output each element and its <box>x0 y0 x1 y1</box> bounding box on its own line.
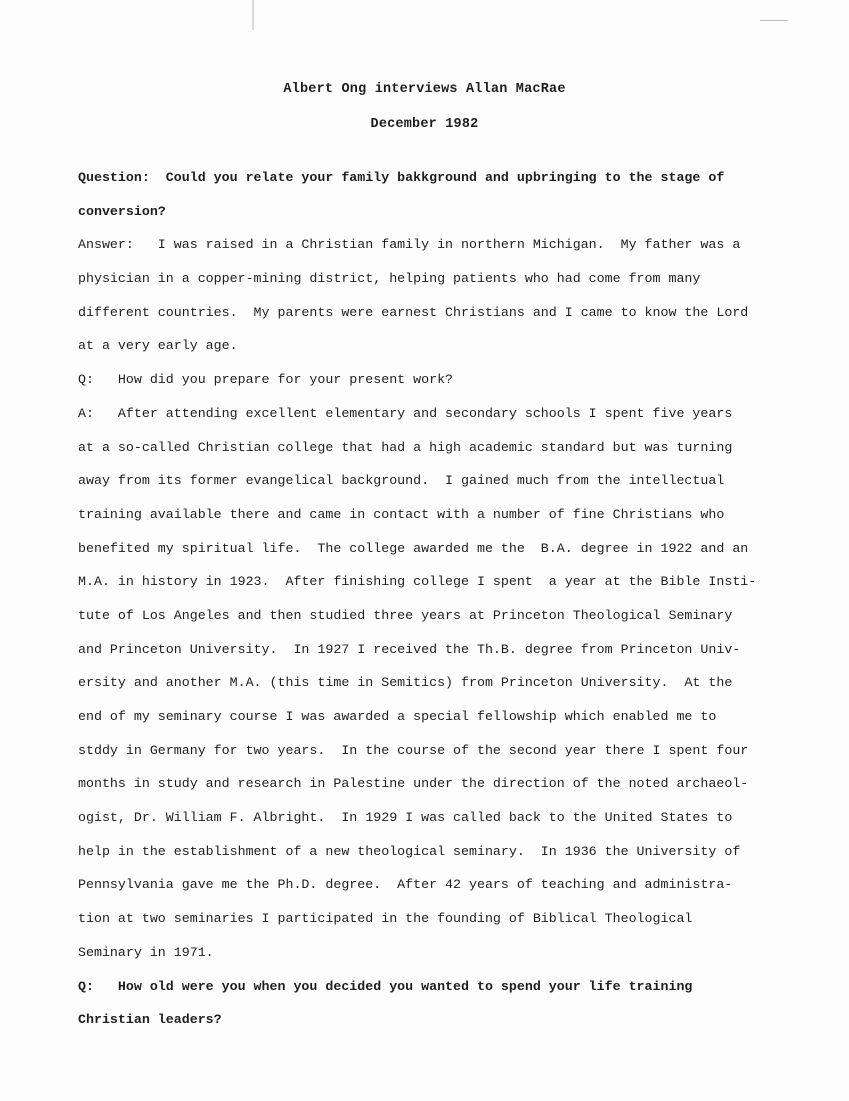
text-line: Q: How did you prepare for your present work? <box>78 372 454 388</box>
text-line: tute of Los Angeles and then studied three years at Princeton Theological Seminary <box>78 607 733 623</box>
text-line: at a very early age. <box>78 338 238 354</box>
document-date: December 1982 <box>370 117 479 132</box>
document-title: Albert Ong interviews Allan MacRae <box>283 82 566 97</box>
text-line: help in the establishment of a new theological seminary. In 1936 the University of <box>78 843 741 859</box>
text-line: different countries. My parents were earnest Christians and I came to know the Lord <box>78 304 749 320</box>
scan-artifact <box>760 20 788 21</box>
text-line: stddy in Germany for two years. In the course of the second year there I spent four <box>78 742 749 758</box>
text-line: M.A. in history in 1923. After finishing college I spent a year at the Bible Insti- <box>78 574 757 590</box>
text-line: Pennsylvania gave me the Ph.D. degree. After 42 years of teaching and administra- <box>78 877 733 893</box>
text-line: Christian leaders? <box>78 1012 222 1028</box>
text-line: and Princeton University. In 1927 I received the Th.B. degree from Princeton Univ- <box>78 641 741 657</box>
text-line: away from its former evangelical background. I gained much from the intellectual <box>78 473 725 489</box>
scan-artifact <box>252 0 264 30</box>
text-line: benefited my spiritual life. The college awarded me the B.A. degree in 1922 and an <box>78 540 749 556</box>
text-line: ogist, Dr. William F. Albright. In 1929 I was called back to the United States to <box>78 810 733 826</box>
text-line: at a so-called Christian college that had a high academic standard but was turning <box>78 439 733 455</box>
text-line: training available there and came in contact with a number of fine Christians who <box>78 506 725 522</box>
text-line: tion at two seminaries I participated in the founding of Biblical Theological <box>78 911 693 927</box>
text-line: conversion? <box>78 203 166 219</box>
text-line: Seminary in 1971. <box>78 944 214 960</box>
text-line: Answer: I was raised in a Christian family in northern Michigan. My father was a <box>78 237 741 253</box>
text-line: Q: How old were you when you decided you wanted to spend your life training <box>78 978 693 994</box>
text-line: A: After attending excellent elementary and secondary schools I spent five years <box>78 405 733 421</box>
text-line: months in study and research in Palestine under the direction of the noted archaeol- <box>78 776 749 792</box>
text-line: Question: Could you relate your family bakkground and upbringing to the stage of <box>78 170 725 185</box>
text-line: ersity and another M.A. (this time in Semitics) from Princeton University. At the <box>78 675 733 691</box>
text-line: physician in a copper-mining district, helping patients who had come from many <box>78 271 701 287</box>
text-line: end of my seminary course I was awarded a special fellowship which enabled me to <box>78 709 717 724</box>
interview-body <box>78 161 778 1037</box>
